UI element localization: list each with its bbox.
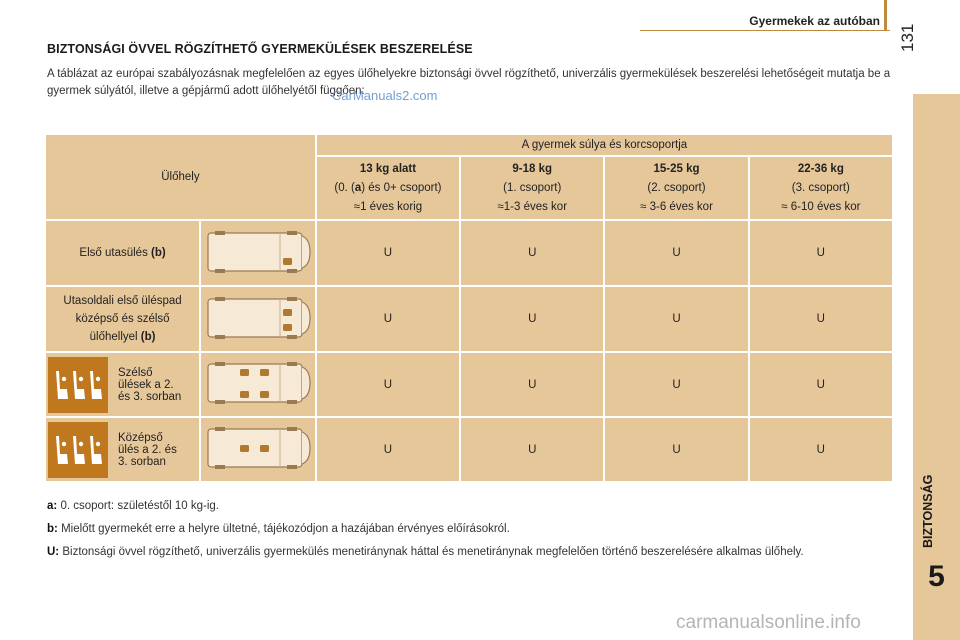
vehicle-diagram-cell: [201, 287, 317, 353]
highlighted-seat: [240, 445, 249, 452]
seat-note: (b): [140, 331, 156, 343]
suitability-cell: U: [317, 287, 461, 353]
rear-seats-icon: [48, 422, 108, 478]
group-weight: 9-18 kg: [512, 162, 553, 175]
header-accent-bar: [884, 0, 887, 30]
suitability-cell: U: [605, 287, 749, 353]
chapter-number: 5: [928, 560, 945, 593]
suitability-cell: U: [461, 418, 605, 483]
group-class: (3. csoport): [791, 181, 850, 194]
highlighted-seat: [260, 445, 269, 452]
seat-row: [46, 221, 892, 287]
highlighted-seat: [283, 258, 292, 265]
seat-row: [46, 287, 892, 353]
suitability-cell: U: [750, 221, 892, 287]
vehicle-seat-diagram: [204, 227, 312, 277]
group-class: (1. csoport): [503, 181, 562, 194]
page-title: BIZTONSÁGI ÖVVEL RÖGZÍTHETŐ GYERMEKÜLÉSEK BESZERELÉSE: [47, 42, 473, 56]
group-weight: 15-25 kg: [653, 162, 700, 175]
suitability-cell: U: [605, 221, 749, 287]
highlighted-seat: [240, 391, 249, 398]
group-class: (2. csoport): [647, 181, 706, 194]
highlighted-seat: [260, 391, 269, 398]
footnote-text: 0. csoport: születéstől 10 kg-ig.: [60, 500, 219, 512]
vehicle-diagram-cell: [201, 221, 317, 287]
suitability-cell: U: [750, 353, 892, 418]
highlighted-seat: [240, 369, 249, 376]
footnote-key: U:: [47, 546, 60, 558]
child-seat-table: [46, 135, 892, 483]
seat-row: [46, 353, 892, 418]
group-age: ≈ 6-10 éves kor: [781, 200, 861, 213]
footnote-text: Biztonsági övvel rögzíthető, univerzális gyermekülés menetiránynak háttal és menetiránynak megfelelően történő beszerelésére alkalmas ülőhely.: [62, 546, 804, 558]
footnote-text: Mielőtt gyermekét erre a helyre ültetné, tájékozódjon a hazájában érvényes előírásokról.: [61, 523, 510, 535]
group-class: (0. (a) és 0+ csoport): [334, 181, 442, 194]
watermark-bottom: carmanualsonline.info: [676, 612, 861, 633]
footnote-key: a:: [47, 500, 58, 512]
seat-row: [46, 418, 892, 483]
seat-position-label: Középső ülés a 2. és 3. sorban: [46, 418, 201, 483]
weight-group-2: [605, 157, 749, 221]
page-number: 131: [898, 23, 917, 52]
vehicle-seat-diagram: [204, 358, 312, 408]
suitability-cell: U: [605, 353, 749, 418]
seat-position-label: Utasoldali első üléspad középső és szélső ülőhellyel (b): [46, 287, 201, 353]
highlighted-seat: [283, 309, 292, 316]
seat-note: (b): [151, 247, 166, 259]
seat-column-header: Ülőhely: [46, 135, 317, 221]
suitability-cell: U: [461, 287, 605, 353]
footnote: [47, 521, 862, 538]
group-age: ≈1 éves korig: [353, 200, 423, 213]
suitability-cell: U: [317, 221, 461, 287]
weight-group-header: A gyermek súlya és korcsoportja: [317, 135, 892, 157]
running-header: Gyermekek az autóban: [749, 14, 880, 28]
section-label: BIZTONSÁG: [921, 474, 935, 548]
suitability-cell: U: [461, 221, 605, 287]
group-weight: 13 kg alatt: [359, 162, 417, 175]
suitability-cell: U: [750, 418, 892, 483]
group-age: ≈ 3-6 éves kor: [640, 200, 713, 213]
suitability-cell: U: [317, 353, 461, 418]
vehicle-seat-diagram: [204, 293, 312, 343]
chapter-side-strip: [913, 94, 960, 640]
seat-position-label: Szélső ülések a 2. és 3. sorban: [46, 353, 201, 418]
suitability-cell: U: [317, 418, 461, 483]
highlighted-seat: [283, 324, 292, 331]
suitability-cell: U: [750, 287, 892, 353]
footnote: [47, 544, 862, 561]
group-age: ≈1-3 éves kor: [497, 200, 568, 213]
weight-group-0: [317, 157, 461, 221]
footnote: [47, 498, 862, 515]
highlighted-seat: [260, 369, 269, 376]
vehicle-diagram-cell: [201, 353, 317, 418]
intro-paragraph: A táblázat az európai szabályozásnak megfelelően az egyes ülőhelyekre biztonsági övvel rögzíthető, univerzális gyermekülések beszerelési lehetőségeit mutatja be a gyermek súlyától, illetve a gépjármű adott ülőhelyétől függően:: [47, 68, 891, 97]
watermark-top: CarManuals2.com: [332, 88, 438, 103]
suitability-cell: U: [605, 418, 749, 483]
vehicle-seat-diagram: [204, 423, 312, 473]
weight-group-1: [461, 157, 605, 221]
suitability-cell: U: [461, 353, 605, 418]
group-weight: 22-36 kg: [797, 162, 844, 175]
header-rule: [640, 30, 890, 31]
seat-position-label: Első utasülés (b): [46, 221, 201, 287]
weight-group-3: [750, 157, 892, 221]
footnotes: [47, 498, 862, 567]
rear-seats-icon: [48, 357, 108, 413]
vehicle-diagram-cell: [201, 418, 317, 483]
footnote-key: b:: [47, 523, 58, 535]
